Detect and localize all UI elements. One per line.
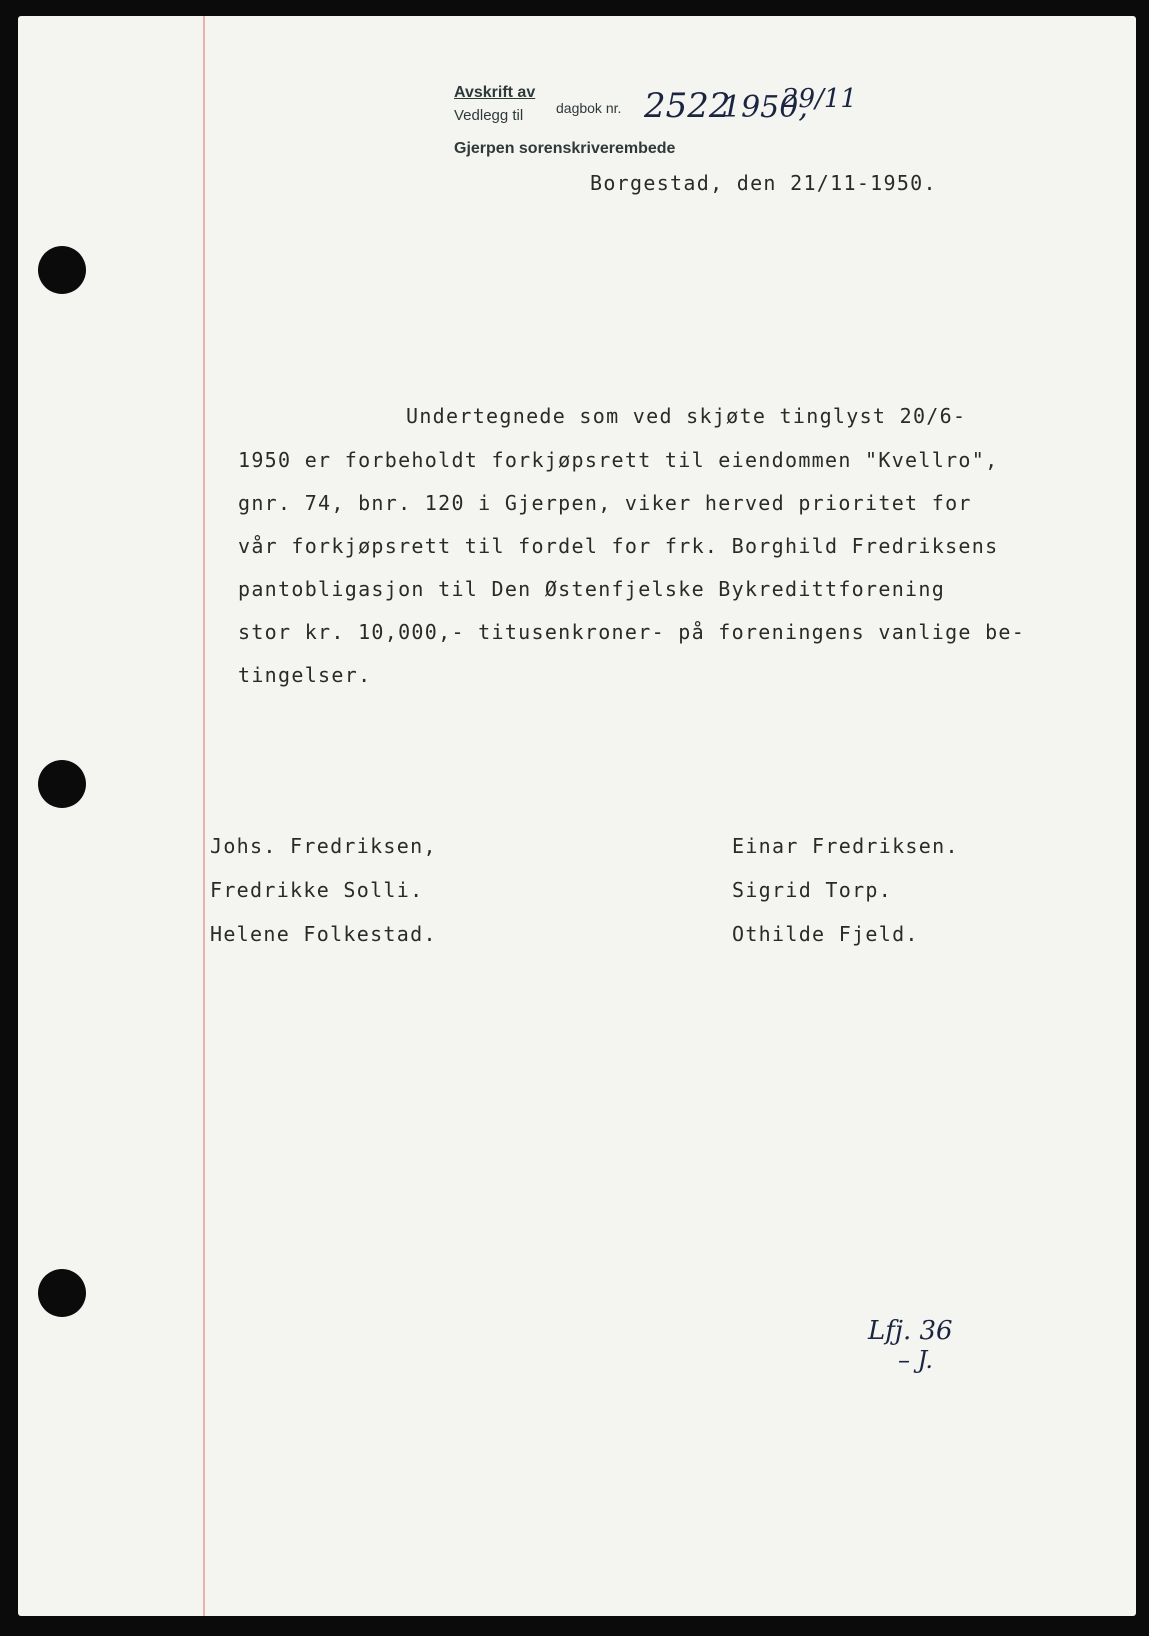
signature-name: Johs. Fredriksen, <box>210 834 437 858</box>
signature-name: Helene Folkestad. <box>210 922 437 946</box>
document-page <box>18 16 1136 1616</box>
stamp-office: Gjerpen sorenskriverembede <box>454 140 676 157</box>
punch-hole-top <box>38 246 86 294</box>
handwritten-note-line-2: – J. <box>898 1346 934 1374</box>
dateline: Borgestad, den 21/11-1950. <box>590 171 937 195</box>
stamp-year: 1950, <box>722 90 808 125</box>
body-line: Undertegnede som ved skjøte tinglyst 20/6- <box>406 404 967 428</box>
stamp-line-1: Avskrift av <box>454 84 536 101</box>
handwritten-date: 29/11 <box>782 84 857 114</box>
signature-name: Sigrid Torp. <box>732 878 893 902</box>
signature-name: Othilde Fjeld. <box>732 922 919 946</box>
body-line: stor kr. 10,000,- titusenkroner- på foreningens vanlige be- <box>238 620 1026 644</box>
margin-line <box>203 16 205 1616</box>
punch-hole-bottom <box>38 1269 86 1317</box>
body-line: pantobligasjon til Den Østenfjelske Bykredittforening <box>238 577 946 601</box>
signature-name: Einar Fredriksen. <box>732 834 959 858</box>
signature-name: Fredrikke Solli. <box>210 878 424 902</box>
body-line: vår forkjøpsrett til fordel for frk. Borghild Fredriksens <box>238 534 999 558</box>
body-line: tingelser. <box>238 663 372 687</box>
body-line: gnr. 74, bnr. 120 i Gjerpen, viker herved prioritet for <box>238 491 972 515</box>
stamp-line-2: Vedlegg til <box>454 107 524 124</box>
stamp-line-3: dagbok nr. <box>556 100 622 116</box>
punch-hole-middle <box>38 760 86 808</box>
handwritten-note-line-1: Lfj. 36 <box>868 1316 953 1346</box>
handwritten-journal-number: 2522 <box>644 86 731 126</box>
body-line: 1950 er forbeholdt forkjøpsrett til eiendommen "Kvellro", <box>238 448 999 472</box>
